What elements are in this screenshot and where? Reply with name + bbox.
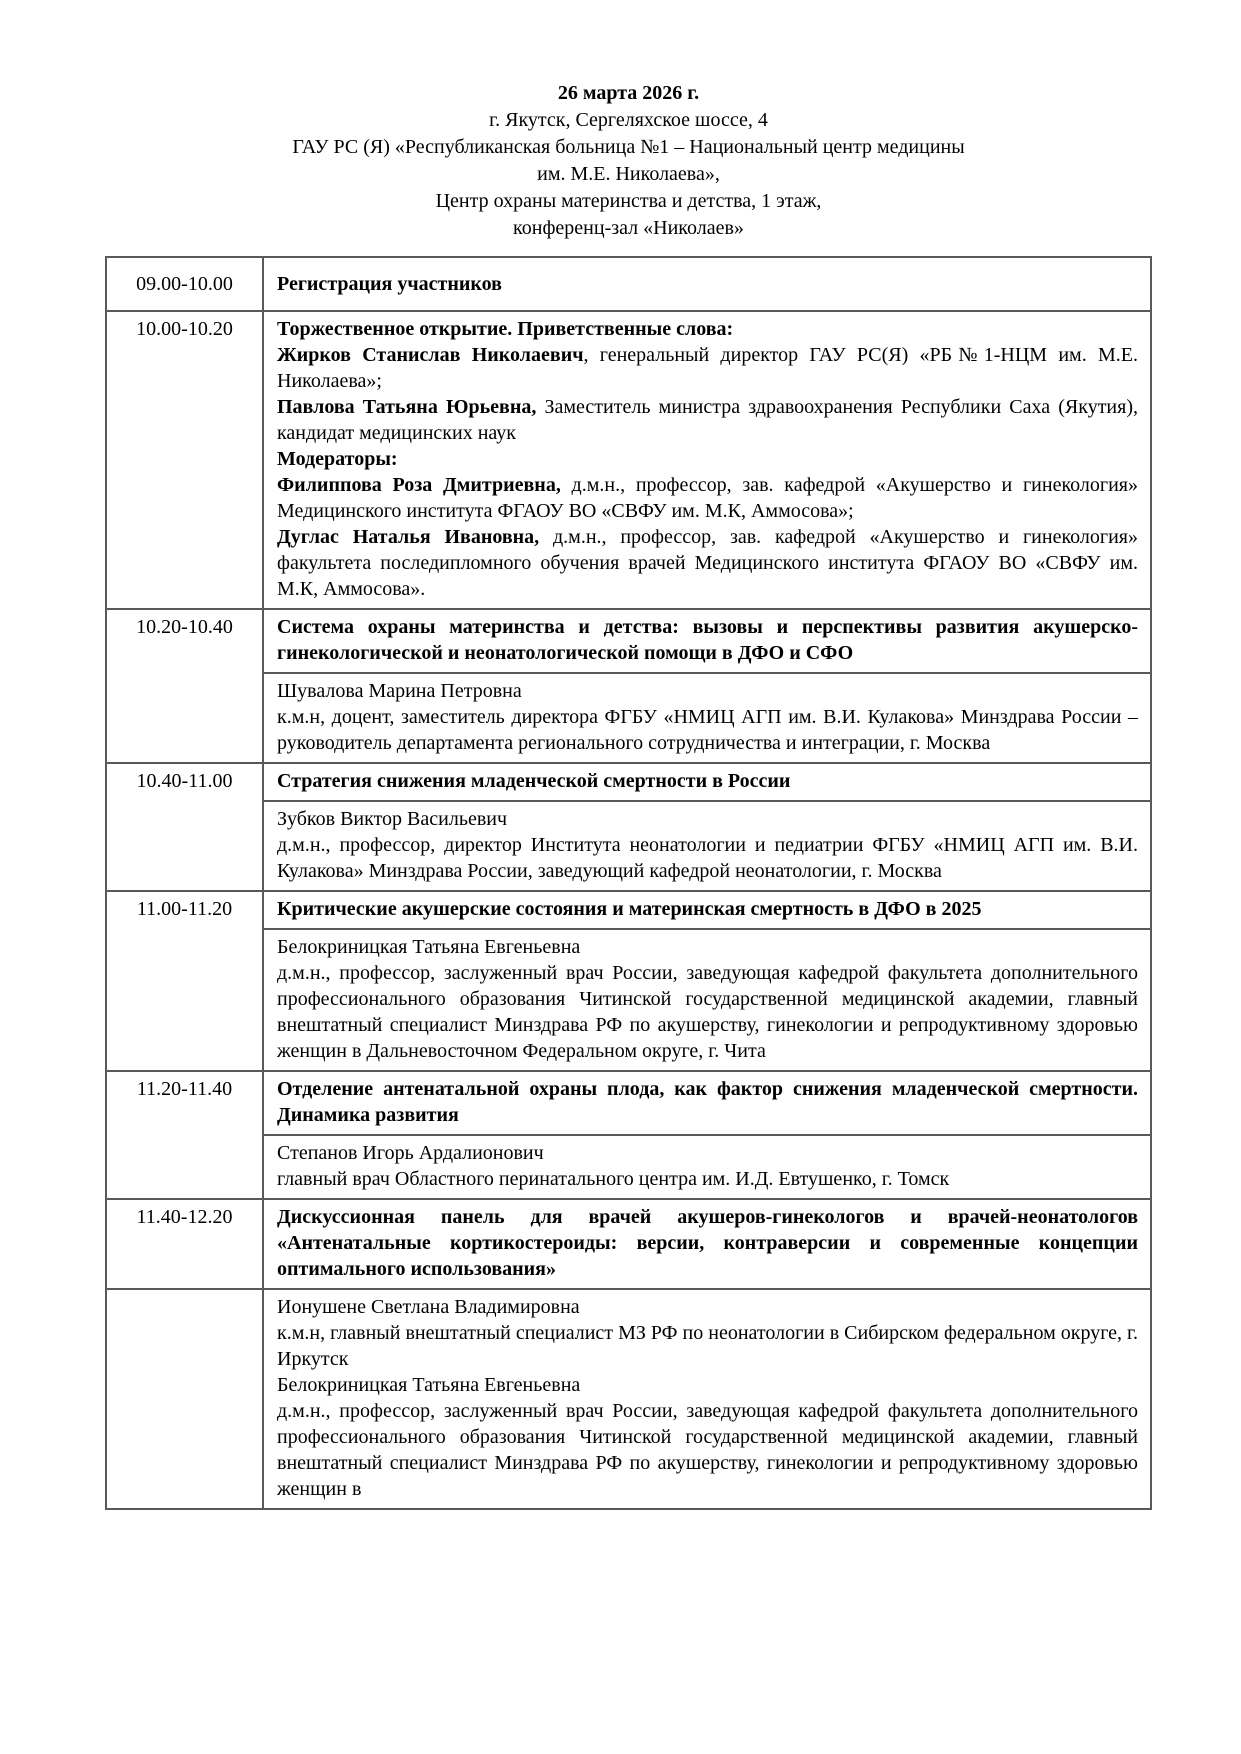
- person-name: Жирков Станислав Николаевич: [277, 344, 584, 366]
- session-title: Регистрация участников: [277, 273, 502, 295]
- time-cell: 11.00-11.20: [106, 891, 263, 1071]
- document-header: [105, 80, 1152, 242]
- time-cell: 10.40-11.00: [106, 763, 263, 891]
- table-row-speaker: [106, 801, 1151, 891]
- speaker-affiliation: д.м.н., профессор, заслуженный врач России, заведующая кафедрой факультета дополнительного профессионального образования Читинской государственной медицинской академии, главный внештатный специалист Минздрава РФ по акушерству, гинекологии и репродуктивному здоровью женщин в: [277, 1400, 1138, 1500]
- session-title: Критические акушерские состояния и материнская смертность в ДФО в 2025: [277, 898, 982, 920]
- time-cell: 10.00-10.20: [106, 311, 263, 609]
- speaker-affiliation: главный врач Областного перинатального центра им. И.Д. Евтушенко, г. Томск: [277, 1168, 950, 1190]
- session-title-cell: [263, 609, 1151, 673]
- speaker-name: Шувалова Марина Петровна: [277, 680, 522, 702]
- event-date: 26 марта 2026 г.: [557, 82, 700, 104]
- session-title: Отделение антенатальной охраны плода, как фактор снижения младенческой смертности. Динамика развития: [277, 1078, 1138, 1126]
- person-name: Дуглас Наталья Ивановна,: [277, 526, 540, 548]
- table-row-talk: [106, 1071, 1151, 1135]
- speaker-affiliation: д.м.н., профессор, заслуженный врач России, заведующая кафедрой факультета дополнительного профессионального образования Читинской государственной медицинской академии, главный внештатный специалист Минздрава РФ по акушерству, гинекологии и репродуктивному здоровью женщин в Дальневосточном Федеральном округе, г. Чита: [277, 962, 1138, 1062]
- session-title-cell: [263, 1071, 1151, 1135]
- table-row-panel: [106, 1199, 1151, 1289]
- speaker-cell: [263, 1135, 1151, 1199]
- session-title: Система охраны материнства и детства: вызовы и перспективы развития акушерско-гинекологической и неонатологической помощи в ДФО и СФО: [277, 616, 1138, 664]
- person-role: д.м.н., профессор, зав. кафедрой «Акушерство и гинекология» Медицинского института ФГАОУ ВО «СВФУ им. М.К, Аммосова»;: [277, 474, 1138, 522]
- venue-address: г. Якутск, Сергеляхское шоссе, 4: [489, 109, 768, 131]
- moderators-label: Модераторы:: [277, 448, 398, 470]
- table-row-registration: [106, 257, 1151, 311]
- table-row-talk: [106, 891, 1151, 929]
- session-cell: [263, 257, 1151, 311]
- time-cell-empty: [106, 1289, 263, 1509]
- session-title: Стратегия снижения младенческой смертности в России: [277, 770, 791, 792]
- speaker-name: Зубков Виктор Васильевич: [277, 808, 508, 830]
- session-title-cell: [263, 1199, 1151, 1289]
- speaker-cell: [263, 1289, 1151, 1509]
- speaker-cell: [263, 801, 1151, 891]
- session-cell: [263, 311, 1151, 609]
- table-row-speaker: [106, 929, 1151, 1071]
- table-row-speaker: [106, 1135, 1151, 1199]
- time-cell: 10.20-10.40: [106, 609, 263, 763]
- venue-organization: ГАУ РС (Я) «Республиканская больница №1 – Национальный центр медицины: [292, 136, 965, 158]
- greeting-speaker: [277, 342, 1138, 394]
- venue-hall: конференц-зал «Николаев»: [513, 217, 744, 239]
- speaker-name: Белокриницкая Татьяна Евгеньевна: [277, 1374, 581, 1396]
- speaker-affiliation: к.м.н, главный внештатный специалист МЗ РФ по неонатологии в Сибирском федеральном округе, г. Иркутск: [277, 1322, 1138, 1370]
- speaker-cell: [263, 673, 1151, 763]
- venue-organization-cont: им. М.Е. Николаева»,: [537, 163, 720, 185]
- program-table: [105, 256, 1152, 1510]
- speaker-affiliation: д.м.н., профессор, директор Института неонатологии и педиатрии ФГБУ «НМИЦ АГП им. В.И. Кулакова» Минздрава России, заведующий кафедрой неонатологии, г. Москва: [277, 834, 1138, 882]
- table-row-speaker: [106, 673, 1151, 763]
- time-cell: 11.40-12.20: [106, 1199, 263, 1289]
- speaker-affiliation: к.м.н, доцент, заместитель директора ФГБУ «НМИЦ АГП им. В.И. Кулакова» Минздрава России – руководитель департамента регионального сотрудничества и интеграции, г. Москва: [277, 706, 1138, 754]
- person-name: Филиппова Роза Дмитриевна,: [277, 474, 561, 496]
- venue-building: Центр охраны материнства и детства, 1 этаж,: [435, 190, 822, 212]
- greeting-speaker: [277, 394, 1138, 446]
- moderator: [277, 472, 1138, 524]
- speaker-cell: [263, 929, 1151, 1071]
- person-role: Заместитель министра здравоохранения Республики Саха (Якутия), кандидат медицинских наук: [277, 396, 1138, 444]
- speaker-name: Степанов Игорь Ардалионович: [277, 1142, 544, 1164]
- table-row-opening: [106, 311, 1151, 609]
- time-cell: 11.20-11.40: [106, 1071, 263, 1199]
- person-role: д.м.н., профессор, зав. кафедрой «Акушерство и гинекология» факультета последипломного обучения врачей Медицинского института ФГАОУ ВО «СВФУ им. М.К, Аммосова».: [277, 526, 1138, 600]
- moderator: [277, 524, 1138, 602]
- table-row-talk: [106, 763, 1151, 801]
- session-title: Торжественное открытие. Приветственные слова:: [277, 318, 734, 340]
- session-title-cell: [263, 763, 1151, 801]
- time-cell: 09.00-10.00: [106, 257, 263, 311]
- session-title: Дискуссионная панель для врачей акушеров-гинекологов и врачей-неонатологов «Антенатальные кортикостероиды: версии, контраверсии и современные концепции оптимального использования»: [277, 1206, 1138, 1280]
- table-row-panel-speakers: [106, 1289, 1151, 1509]
- table-row-talk: [106, 609, 1151, 673]
- person-role: , генеральный директор ГАУ РС(Я) «РБ№1-НЦМ им. М.Е. Николаева»;: [277, 344, 1138, 392]
- person-name: Павлова Татьяна Юрьевна,: [277, 396, 537, 418]
- speaker-name: Белокриницкая Татьяна Евгеньевна: [277, 936, 581, 958]
- speaker-name: Ионушене Светлана Владимировна: [277, 1296, 580, 1318]
- session-title-cell: [263, 891, 1151, 929]
